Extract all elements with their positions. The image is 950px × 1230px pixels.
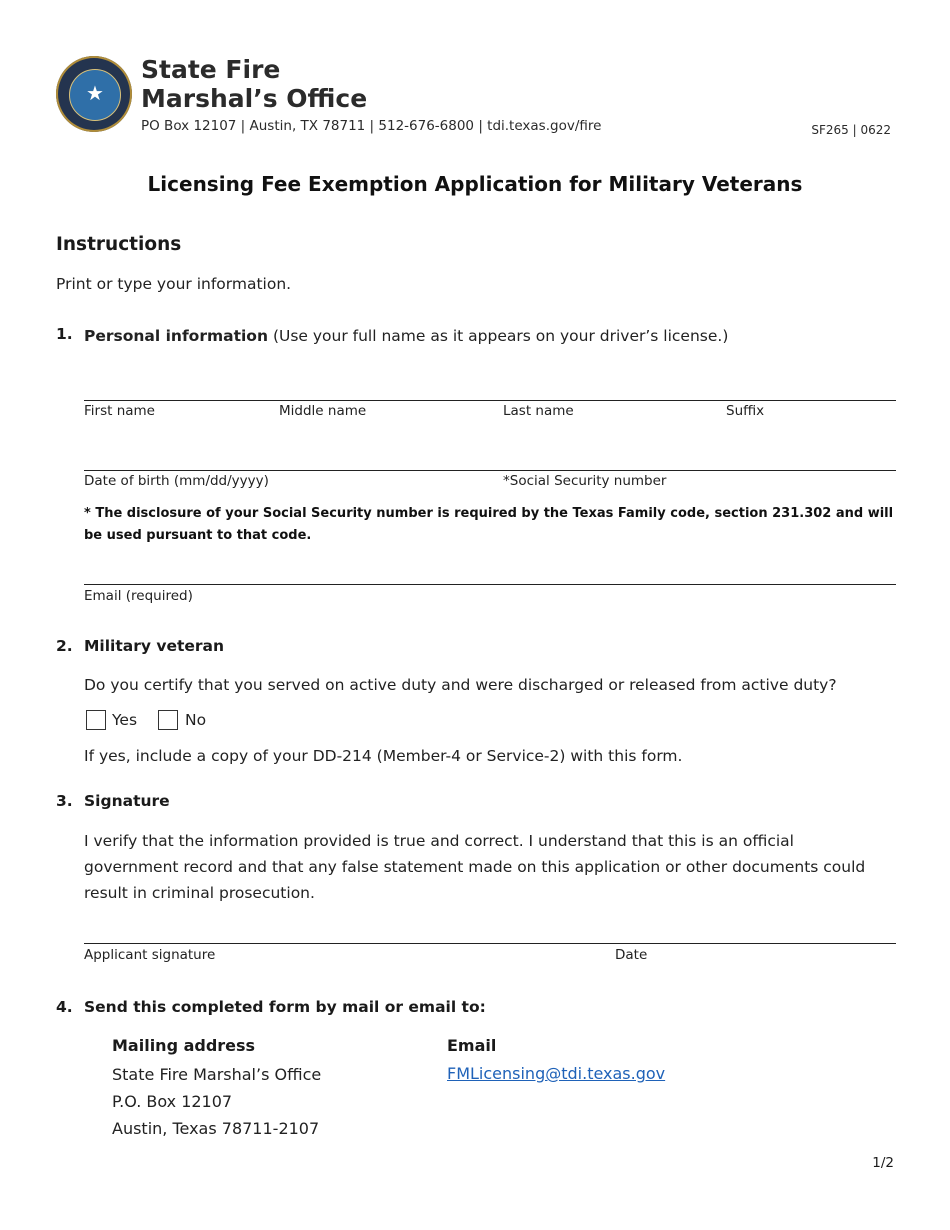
date-label: Date xyxy=(615,947,648,963)
email-heading: Email xyxy=(447,1036,497,1055)
email-link[interactable]: FMLicensing@tdi.texas.gov xyxy=(447,1064,666,1083)
agency-name-line2: Marshal’s Office xyxy=(141,84,368,113)
section-2-number: 2. xyxy=(56,637,73,655)
texas-star-seal-icon: ★ xyxy=(86,81,104,105)
form-code: SF265 | 0622 xyxy=(811,123,891,137)
yes-checkbox[interactable] xyxy=(86,710,106,730)
mailing-address xyxy=(112,1061,321,1142)
section-1-heading xyxy=(84,323,728,349)
signature-label: Applicant signature xyxy=(84,947,216,963)
section-2-title: Military veteran xyxy=(84,637,225,655)
agency-seal xyxy=(56,56,132,132)
agency-name xyxy=(141,55,367,113)
mailing-address-heading: Mailing address xyxy=(112,1036,256,1055)
no-checkbox[interactable] xyxy=(158,710,178,730)
ssn-label: *Social Security number xyxy=(503,473,667,489)
seal-center xyxy=(69,69,121,121)
mailing-address-line: P.O. Box 12107 xyxy=(112,1092,233,1111)
mailing-address-line: State Fire Marshal’s Office xyxy=(112,1065,322,1084)
suffix-label: Suffix xyxy=(726,403,765,419)
section-1-number: 1. xyxy=(56,325,73,343)
section-4-title: Send this completed form by mail or email to: xyxy=(84,998,486,1016)
ssn-disclosure-note: * The disclosure of your Social Security number is required by the Texas Family code, section 231.302 and will be used pursuant to that code. xyxy=(84,506,894,543)
signature-line[interactable] xyxy=(84,943,896,944)
middle-name-label: Middle name xyxy=(279,403,367,419)
dob-label: Date of birth (mm/dd/yyyy) xyxy=(84,473,269,489)
mailing-address-line: Austin, Texas 78711-2107 xyxy=(112,1119,320,1138)
instructions-text: Print or type your information. xyxy=(56,275,292,293)
no-label: No xyxy=(185,711,207,729)
section-1-title: Personal information xyxy=(84,327,268,345)
dd214-instruction: If yes, include a copy of your DD-214 (Member-4 or Service-2) with this form. xyxy=(84,747,683,765)
section-3-title: Signature xyxy=(84,792,170,810)
email-label: Email (required) xyxy=(84,588,193,604)
page-number: 1/2 xyxy=(872,1155,894,1171)
document-title: Licensing Fee Exemption Application for Military Veterans xyxy=(147,172,803,196)
section-4-number: 4. xyxy=(56,998,73,1016)
name-line[interactable] xyxy=(84,400,896,401)
instructions-heading: Instructions xyxy=(56,234,182,255)
section-3-number: 3. xyxy=(56,792,73,810)
email-line[interactable] xyxy=(84,584,896,585)
signature-statement: I verify that the information provided is true and correct. I understand that this is an official government record and that any false statement made on this application or other documents could result in criminal prosecution. xyxy=(84,832,866,902)
yes-label: Yes xyxy=(112,711,138,729)
last-name-label: Last name xyxy=(503,403,574,419)
section-1-note: (Use your full name as it appears on your driver’s license.) xyxy=(272,327,729,345)
agency-name-line1: State Fire xyxy=(141,55,281,84)
first-name-label: First name xyxy=(84,403,155,419)
agency-contact: PO Box 12107 | Austin, TX 78711 | 512-676-6800 | tdi.texas.gov/fire xyxy=(141,118,602,134)
veteran-question: Do you certify that you served on active duty and were discharged or released from active duty? xyxy=(84,676,837,694)
dob-ssn-line[interactable] xyxy=(84,470,896,471)
